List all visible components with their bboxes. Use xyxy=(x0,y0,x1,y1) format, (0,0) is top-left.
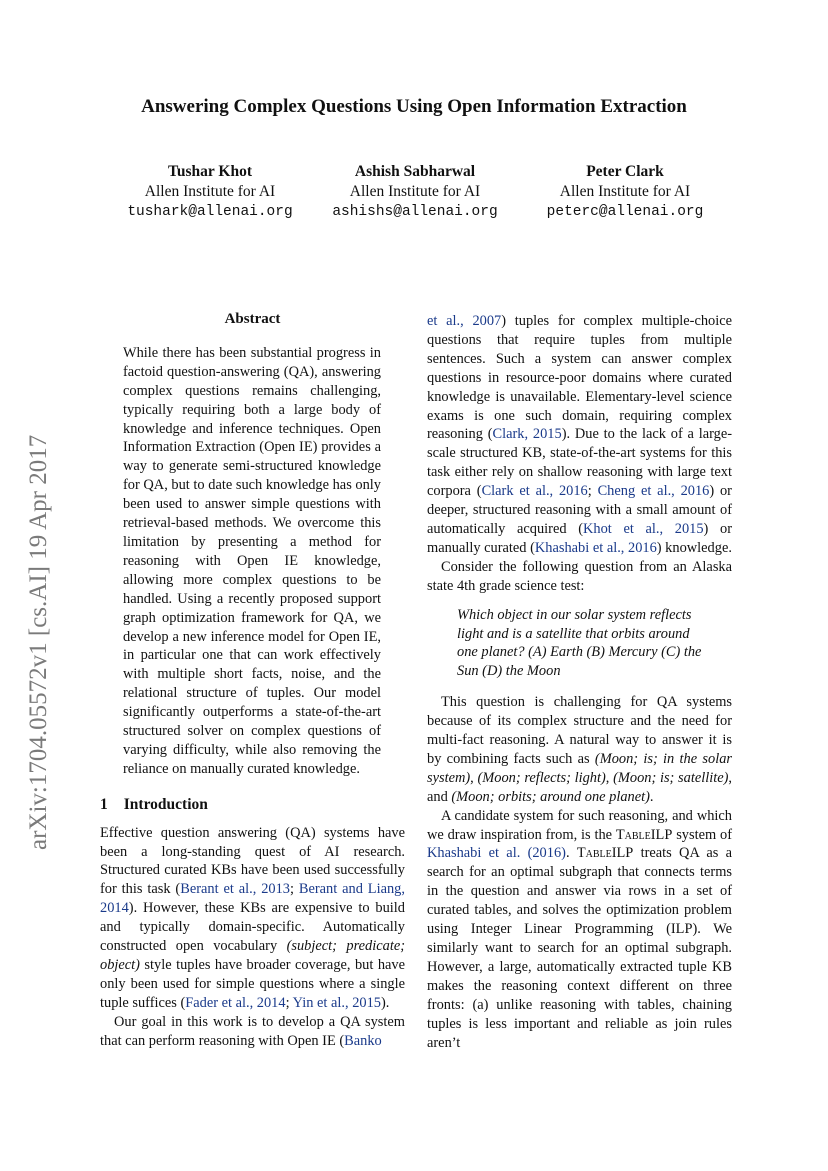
author-email: peterc@allenai.org xyxy=(546,204,704,220)
author-email: ashishs@allenai.org xyxy=(332,204,498,220)
section-number: 1 xyxy=(100,795,108,813)
author-name: Tushar Khot xyxy=(167,163,252,180)
intro-paragraph-2-cont: et al., 2007) tuples for complex multiple-choice questions that require tuples from multiple sentences. Such a system can answer complex questions in resource-poor domains where curated knowledge is unavailable. Elementary-level science exams is one such domain, requiring complex reasoning (Clark, 2015). Due to the lack of a large-scale structured KB, state-of-the-art systems for this task either rely on shallow reasoning with large text corpora (Clark et al., 2016; Cheng et al., 2016) or deeper, structured reasoning with a small amount of automatically acquired (Khot et al., 2015) or manually curated (Khashabi et al., 2016) knowledge. xyxy=(427,313,732,556)
intro-paragraph-4: This question is challenging for QA systems because of its complex structure and the need for multi-fact reasoning. A natural way to answer it is by combining facts such as (Moon; is; in the solar system), (Moon; reflects; light), (Moon; is; satellite), and (Moon; orbits; around one planet). xyxy=(427,694,732,805)
author-block xyxy=(310,162,520,222)
intro-paragraph-3: Consider the following question from an Alaska state 4th grade science test: xyxy=(427,558,732,594)
intro-paragraph-2-start: Our goal in this work is to develop a QA system that can perform reasoning with Open IE (Banko xyxy=(100,1013,405,1049)
abstract-heading: Abstract xyxy=(224,311,281,327)
author-name: Ashish Sabharwal xyxy=(354,163,476,180)
author-affiliation: Allen Institute for AI xyxy=(559,183,691,200)
intro-paragraph-5: A candidate system for such reasoning, and which we draw inspiration from, is the TableILP system of Khashabi et al. (2016). TableILP treats QA as a search for an optimal subgraph that connects terms in the question and answer via rows in a set of curated tables, and solves the optimization problem using Integer Linear Programming (ILP). We similarly want to search for an optimal subgraph. However, a large, automatically extracted tuple KB makes the reasoning context different on three fronts: (a) unlike reasoning with tables, chaining tuples is less important and reliable as join rules aren’t xyxy=(427,807,732,1051)
citation-link[interactable]: Clark, 2015 xyxy=(492,426,562,443)
citation-link[interactable]: Khashabi et al. (2016) xyxy=(427,845,566,862)
citation-link[interactable]: Berant and Liang, 2014 xyxy=(100,881,405,917)
citation-link[interactable]: Khot et al., 2015 xyxy=(583,520,704,537)
citation-link[interactable]: Yin et al., 2015 xyxy=(292,994,381,1011)
author-block xyxy=(520,162,730,222)
author-block xyxy=(105,162,315,222)
system-name: TableILP xyxy=(615,826,673,843)
section-heading xyxy=(100,796,405,815)
right-column xyxy=(427,312,732,1052)
intro-paragraph-1: Effective question answering (QA) systems have been a long-standing quest of AI research. Structured curated KBs have been used successfully for this task (Berant et al., 2013; Berant and Liang, 2014). However, these KBs are expensive to build and typically domain-specific. Automatically constructed open vocabulary (subject; predicate; object) style tuples have broader coverage, but have only been used for simple questions where a single tuple suffices (Fader et al., 2014; Yin et al., 2015). xyxy=(100,824,405,1011)
section-title: Introduction xyxy=(123,795,208,813)
citation-link[interactable]: Banko xyxy=(344,1032,382,1049)
citation-link[interactable]: Cheng et al., 2016 xyxy=(597,483,710,500)
citation-link[interactable]: Berant et al., 2013 xyxy=(180,881,290,898)
paper-title: Answering Complex Questions Using Open Information Extraction xyxy=(141,96,687,117)
arxiv-stamp: arXiv:1704.05572v1 [cs.AI] 19 Apr 2017 xyxy=(25,434,52,850)
author-affiliation: Allen Institute for AI xyxy=(349,183,481,200)
author-affiliation: Allen Institute for AI xyxy=(144,183,276,200)
example-question: Which object in our solar system reflects light and is a satellite that orbits around one planet? (A) Earth (B) Mercury (C) the Sun (D) the Moon xyxy=(457,606,702,680)
citation-link[interactable]: et al., 2007 xyxy=(427,313,502,329)
left-column xyxy=(100,310,405,1051)
author-email: tushark@allenai.org xyxy=(127,204,293,220)
citation-link[interactable]: Fader et al., 2014 xyxy=(185,994,286,1011)
abstract-text: While there has been substantial progress in factoid question-answering (QA), answering complex questions remains challenging, typically requiring both a large body of knowledge and inference techniques. Open Information Extraction (Open IE) provides a way to generate semi-structured knowledge for QA, but to date such knowledge has only been used to answer simple questions with retrieval-based methods. We overcome this limitation by presenting a method for reasoning with Open IE knowledge, allowing more complex questions to be handled. Using a recently proposed support graph optimization framework for QA, we develop a new inference model for Open IE, in particular one that can work effectively with multiple short facts, noise, and the relational structure of tuples. Our model significantly outperforms a state-of-the-art structured solver on complex questions of varying difficulty, while also removing the reliance on manually curated knowledge. xyxy=(123,344,381,777)
system-name: TableILP xyxy=(576,845,634,862)
author-name: Peter Clark xyxy=(586,163,664,180)
citation-link[interactable]: Clark et al., 2016 xyxy=(481,483,588,500)
citation-link[interactable]: Khashabi et al., 2016 xyxy=(534,539,657,556)
